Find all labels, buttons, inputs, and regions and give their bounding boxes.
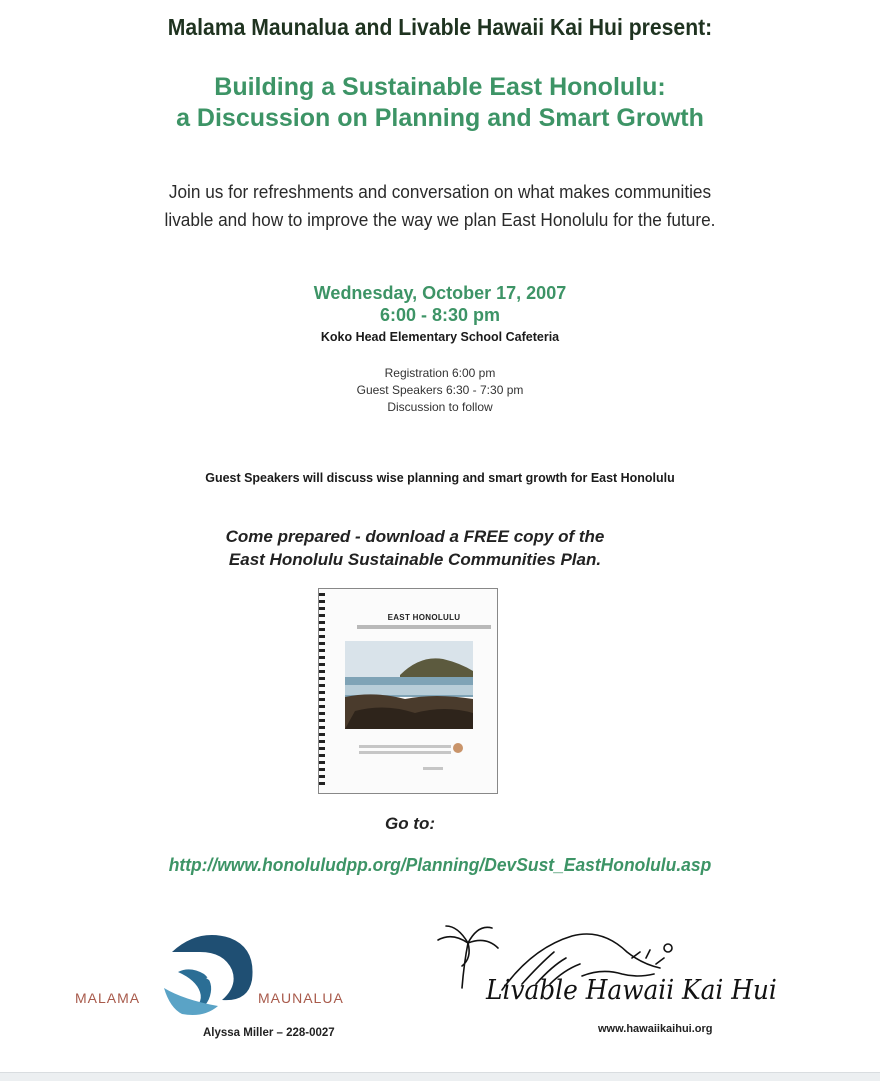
seal-icon — [453, 743, 463, 753]
speakers-note: Guest Speakers will discuss wise planning and smart growth for East Honolulu — [205, 470, 675, 485]
event-title-line1: Building a Sustainable East Honolulu: — [214, 73, 666, 101]
prepare-line2: East Honolulu Sustainable Communities Plan. — [228, 550, 602, 569]
booklet-title: EAST HONOLULU — [387, 613, 461, 622]
coast-photo-icon — [345, 641, 473, 729]
event-title-line2: a Discussion on Planning and Smart Growth — [176, 104, 704, 132]
spiral-binding — [319, 593, 325, 789]
intro-line2: livable and how to improve the way we plan East Honolulu for the future. — [164, 209, 716, 230]
livable-hawaii-kai-hui-name: Livable Hawaii Kai Hui — [486, 975, 777, 1006]
maunalua-word: MAUNALUA — [258, 990, 344, 1006]
presenter-line: Malama Maunalua and Livable Hawaii Kai Hui present: — [167, 14, 713, 40]
booklet-text-line — [359, 751, 451, 754]
event-date: Wednesday, October 17, 2007 — [313, 283, 567, 303]
booklet-coast-photo — [345, 641, 473, 729]
malama-maunalua-logo-icon — [160, 930, 260, 1030]
booklet-text-line — [423, 767, 443, 770]
plan-booklet-cover — [318, 588, 498, 794]
plan-download-link[interactable]: http://www.honoluludpp.org/Planning/DevSust_EastHonolulu.asp — [168, 855, 712, 875]
event-time: 6:00 - 8:30 pm — [379, 305, 501, 325]
goto-label: Go to: — [384, 814, 436, 833]
malama-word: MALAMA — [75, 990, 141, 1006]
booklet-text-line — [359, 745, 451, 748]
event-venue: Koko Head Elementary School Cafeteria — [320, 330, 560, 344]
livable-website-link[interactable]: www.hawaiikaihui.org — [598, 1023, 713, 1035]
intro-line1: Join us for refreshments and conversation on what makes communities — [168, 181, 712, 202]
prepare-line1: Come prepared - download a FREE copy of the — [225, 527, 605, 546]
contact-info: Alyssa Miller – 228-0027 — [203, 1027, 335, 1039]
schedule-item: Registration 6:00 pm — [384, 366, 496, 380]
schedule-item: Guest Speakers 6:30 - 7:30 pm — [356, 383, 524, 397]
booklet-subtitle-bar — [357, 625, 491, 629]
schedule-item: Discussion to follow — [387, 400, 493, 414]
